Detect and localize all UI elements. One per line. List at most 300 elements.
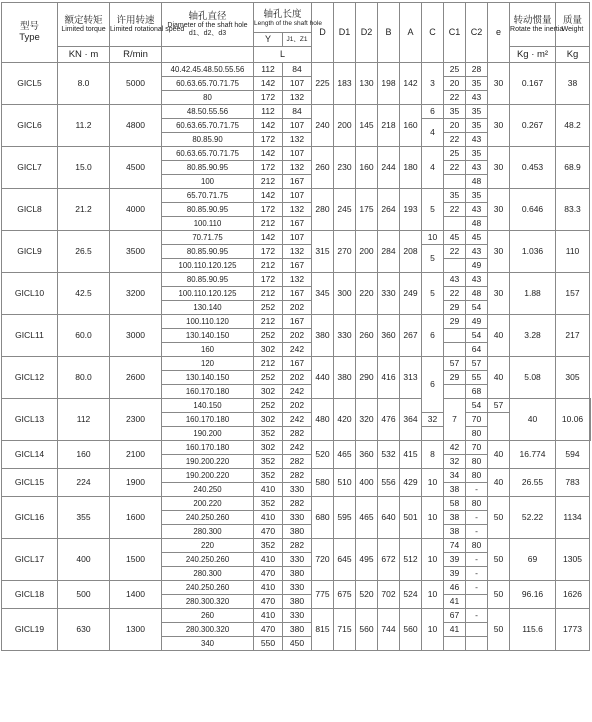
table-row (2, 441, 591, 455)
speed-value: 5000 (110, 63, 162, 105)
dim-C2 (466, 595, 488, 609)
mass-value: 594 (556, 441, 590, 469)
length-y: 112 (254, 63, 283, 77)
shaft-diameter: 240.250.260 (162, 511, 254, 525)
shaft-diameter: 160.170.180 (162, 385, 254, 399)
table-row (2, 105, 591, 119)
dim-D1: 465 (334, 441, 356, 469)
col-L: L (254, 47, 312, 63)
length-y: 212 (254, 175, 283, 189)
length-j1z1: 167 (283, 287, 312, 301)
dim-A: 524 (400, 581, 422, 609)
length-y: 212 (254, 315, 283, 329)
dim-C2: 64 (466, 343, 488, 357)
length-j1z1: 380 (283, 623, 312, 637)
inertia-value: 52.22 (510, 497, 556, 539)
dim-C1: 46 (444, 581, 466, 595)
table-row (2, 609, 591, 623)
dim-C2: - (466, 483, 488, 497)
dim-C2: 57 (488, 399, 510, 413)
dim-B: 330 (378, 273, 400, 315)
dim-C2: 43 (466, 161, 488, 175)
dim-C: 6 (422, 105, 444, 119)
dim-D2: 160 (356, 147, 378, 189)
dim-C2: 43 (466, 203, 488, 217)
dim-C2: - (466, 609, 488, 623)
mass-value: 110 (556, 231, 590, 273)
dim-C1: 20 (444, 119, 466, 133)
length-j1z1: 167 (283, 315, 312, 329)
model-type: GICL7 (2, 147, 58, 189)
dim-e: 50 (488, 581, 510, 609)
dim-e: 30 (488, 189, 510, 231)
dim-A: 501 (400, 497, 422, 539)
dim-C: 10 (422, 469, 444, 497)
col-e: e (488, 3, 510, 63)
length-y: 470 (254, 525, 283, 539)
type-header: 型号 Type (2, 3, 58, 63)
torque-value: 112 (58, 399, 110, 441)
dim-C2: 43 (466, 245, 488, 259)
dim-e: 40 (488, 357, 510, 399)
dim-C1: 32 (444, 455, 466, 469)
length-j1z1: 282 (283, 427, 312, 441)
dim-D1: 330 (334, 315, 356, 357)
shaft-diameter: 60.63.65.70.71.75 (162, 119, 254, 133)
dim-D: 580 (312, 469, 334, 497)
dim-C2: 80 (466, 497, 488, 511)
dim-C: 5 (422, 245, 444, 273)
dim-D: 260 (312, 147, 334, 189)
length-y: 302 (254, 441, 283, 455)
dim-D2: 360 (356, 441, 378, 469)
col-D1: D1 (334, 3, 356, 63)
dim-C2: 28 (466, 63, 488, 77)
length-y: 410 (254, 511, 283, 525)
length-y: 302 (254, 343, 283, 357)
torque-value: 80.0 (58, 357, 110, 399)
dim-C1: 39 (444, 567, 466, 581)
shaft-diameter: 280.300.320 (162, 623, 254, 637)
length-j1z1: 242 (283, 343, 312, 357)
dim-C: 10 (422, 231, 444, 245)
speed-value: 1900 (110, 469, 162, 497)
shaft-diameter: 130.140.150 (162, 329, 254, 343)
mass-value: 157 (556, 273, 590, 315)
dim-C1: 22 (444, 245, 466, 259)
dim-B: 198 (378, 63, 400, 105)
torque-value: 400 (58, 539, 110, 581)
inertia-value: 0.267 (510, 105, 556, 147)
length-y: 410 (254, 553, 283, 567)
dim-C2: 80 (466, 539, 488, 553)
length-j1z1: 167 (283, 217, 312, 231)
dim-C1 (422, 427, 444, 441)
length-j1z1: 282 (283, 469, 312, 483)
dim-B: 556 (378, 469, 400, 497)
dim-C2: 54 (466, 329, 488, 343)
speed-value: 1400 (110, 581, 162, 609)
col-J1Z1: J1、Z1 (283, 33, 312, 47)
length-y: 172 (254, 273, 283, 287)
torque-value: 500 (58, 581, 110, 609)
dim-C: 3 (422, 63, 444, 105)
length-y: 410 (254, 609, 283, 623)
mass-header: 质量 Weight (556, 3, 590, 47)
shaft-diameter: 240.250.260 (162, 553, 254, 567)
model-type: GICL11 (2, 315, 58, 357)
torque-value: 355 (58, 497, 110, 539)
speed-value: 3500 (110, 231, 162, 273)
dim-D: 380 (312, 315, 334, 357)
col-C1: C1 (444, 3, 466, 63)
coupling-spec-table (1, 2, 591, 651)
length-j1z1: 202 (283, 371, 312, 385)
length-j1z1: 202 (283, 329, 312, 343)
dim-A: 193 (400, 189, 422, 231)
length-j1z1: 202 (283, 301, 312, 315)
shaft-diameter: 100 (162, 175, 254, 189)
dim-A: 142 (400, 63, 422, 105)
shaft-diameter: 80.85.90.95 (162, 245, 254, 259)
length-y: 172 (254, 91, 283, 105)
length-j1z1: 132 (283, 273, 312, 287)
dim-B: 284 (378, 231, 400, 273)
dim-C2: - (466, 525, 488, 539)
dim-B: 360 (378, 315, 400, 357)
dim-A: 415 (400, 441, 422, 469)
mass-value: 783 (556, 469, 590, 497)
dim-C1: 45 (444, 231, 466, 245)
inertia-value: 115.6 (510, 609, 556, 651)
dim-C1: 54 (466, 399, 488, 413)
inertia-value: 96.16 (510, 581, 556, 609)
model-type: GICL15 (2, 469, 58, 497)
length-j1z1: 330 (283, 609, 312, 623)
dim-D: 345 (312, 273, 334, 315)
dim-e: 50 (488, 497, 510, 539)
dim-C: 10 (422, 609, 444, 651)
dim-D1: 200 (334, 105, 356, 147)
inertia-value: 69 (510, 539, 556, 581)
shaft-diameter: 160.170.180 (162, 441, 254, 455)
length-j1z1: 242 (283, 413, 312, 427)
dim-C2: 55 (466, 371, 488, 385)
length-j1z1: 132 (283, 133, 312, 147)
shaft-diameter: 100.110 (162, 217, 254, 231)
dim-e: 30 (488, 147, 510, 189)
dim-B: 264 (378, 189, 400, 231)
length-y: 212 (254, 287, 283, 301)
mass-value (590, 399, 591, 441)
dim-C1: 42 (444, 441, 466, 455)
dim-D1: 675 (334, 581, 356, 609)
dim-D1: 595 (334, 497, 356, 539)
length-y: 142 (254, 147, 283, 161)
shaft-diameter: 220 (162, 539, 254, 553)
model-type: GICL8 (2, 189, 58, 231)
dim-C2: 80 (466, 469, 488, 483)
dim-C2: 48 (466, 175, 488, 189)
shaft-diameter: 100.110.120.125 (162, 259, 254, 273)
length-j1z1: 167 (283, 357, 312, 371)
dim-C1: 35 (444, 189, 466, 203)
dim-e: 40 (488, 469, 510, 497)
dim-D: 225 (312, 63, 334, 105)
length-y: 470 (254, 595, 283, 609)
shaft-diameter: 70.71.75 (162, 231, 254, 245)
speed-value: 1500 (110, 539, 162, 581)
length-j1z1: 450 (283, 637, 312, 651)
speed-header: 许用转速 Limited rotational speed (110, 3, 162, 47)
length-j1z1: 107 (283, 147, 312, 161)
dim-D: 680 (312, 497, 334, 539)
dim-C1 (444, 329, 466, 343)
dim-C: 7 (444, 399, 466, 441)
dim-A: 560 (400, 609, 422, 651)
torque-value: 11.2 (58, 105, 110, 147)
dim-e: 50 (488, 539, 510, 581)
col-B: B (378, 3, 400, 63)
dim-C1: 74 (444, 539, 466, 553)
col-C2: C2 (466, 3, 488, 63)
torque-value: 8.0 (58, 63, 110, 105)
length-y: 410 (254, 581, 283, 595)
model-type: GICL12 (2, 357, 58, 399)
dim-C2 (466, 637, 488, 651)
dim-D: 440 (312, 357, 334, 399)
dim-C1: 43 (444, 273, 466, 287)
dim-D2: 200 (356, 231, 378, 273)
mass-value: 1134 (556, 497, 590, 539)
length-y: 352 (254, 539, 283, 553)
torque-value: 21.2 (58, 189, 110, 231)
dim-C: 4 (422, 119, 444, 147)
shaft-diameter: 160 (162, 343, 254, 357)
torque-value: 630 (58, 609, 110, 651)
dim-C2: 80 (466, 427, 488, 441)
length-header: 轴孔长度 Length of the shaft hole (254, 3, 312, 33)
dim-C2: 35 (466, 147, 488, 161)
length-y: 302 (254, 413, 283, 427)
dim-C2: 49 (466, 259, 488, 273)
col-A: A (400, 3, 422, 63)
shaft-diameter: 40.42.45.48.50.55.56 (162, 63, 254, 77)
mass-value: 1305 (556, 539, 590, 581)
speed-value: 3200 (110, 273, 162, 315)
dim-D2: 520 (356, 581, 378, 609)
dim-D2: 320 (356, 399, 378, 441)
dim-D: 775 (312, 581, 334, 609)
model-type: GICL14 (2, 441, 58, 469)
dim-e: 40 (510, 399, 556, 441)
shaft-diameter: 130.140.150 (162, 371, 254, 385)
dim-C2: 48 (466, 287, 488, 301)
dim-C1 (444, 343, 466, 357)
shaft-diameter: 80 (162, 91, 254, 105)
length-j1z1: 380 (283, 567, 312, 581)
length-j1z1: 132 (283, 91, 312, 105)
dim-C2: 70 (466, 413, 488, 427)
shaft-diameter: 200.220 (162, 497, 254, 511)
dim-B: 702 (378, 581, 400, 609)
length-j1z1: 330 (283, 553, 312, 567)
dim-D1: 183 (334, 63, 356, 105)
length-j1z1: 380 (283, 595, 312, 609)
shaft-diameter: 260 (162, 609, 254, 623)
mass-value: 217 (556, 315, 590, 357)
shaft-diameter: 80.85.90.95 (162, 273, 254, 287)
dim-e: 30 (488, 231, 510, 273)
dim-B: 744 (378, 609, 400, 651)
dim-C: 10 (422, 539, 444, 581)
length-j1z1: 107 (283, 77, 312, 91)
length-y: 142 (254, 77, 283, 91)
dim-C1: 29 (444, 301, 466, 315)
dim-C2: - (466, 567, 488, 581)
dim-A: 364 (400, 399, 422, 441)
shaft-diameter: 80.85.90 (162, 133, 254, 147)
dim-D1: 245 (334, 189, 356, 231)
table-row (2, 497, 591, 511)
speed-value: 1600 (110, 497, 162, 539)
table-row (2, 147, 591, 161)
dim-B: 672 (378, 539, 400, 581)
shaft-diameter: 100.110.120 (162, 315, 254, 329)
model-type: GICL6 (2, 105, 58, 147)
table-row (2, 231, 591, 245)
dim-C2: 35 (466, 189, 488, 203)
speed-value: 4500 (110, 147, 162, 189)
torque-value: 42.5 (58, 273, 110, 315)
dim-C: 8 (422, 441, 444, 469)
dim-B: 416 (378, 357, 400, 399)
dim-C2: 35 (466, 119, 488, 133)
mass-value: 68.9 (556, 147, 590, 189)
diameter-header: 轴孔直径 Diameter of the shaft hole d1、d2、d3 (162, 3, 254, 47)
dim-D: 280 (312, 189, 334, 231)
dim-D2: 495 (356, 539, 378, 581)
dim-C2: 43 (466, 91, 488, 105)
dim-C1: 25 (444, 147, 466, 161)
dim-C2: 68 (466, 385, 488, 399)
length-y: 352 (254, 455, 283, 469)
length-j1z1: 107 (283, 119, 312, 133)
dim-C2: 48 (466, 217, 488, 231)
dim-A: 429 (400, 469, 422, 497)
length-y: 172 (254, 245, 283, 259)
dim-D2: 130 (356, 63, 378, 105)
dim-D: 720 (312, 539, 334, 581)
length-y: 172 (254, 203, 283, 217)
dim-D2: 260 (356, 315, 378, 357)
length-j1z1: 84 (283, 105, 312, 119)
length-y: 142 (254, 189, 283, 203)
dim-D: 520 (312, 441, 334, 469)
dim-D2: 290 (356, 357, 378, 399)
length-j1z1: 202 (283, 399, 312, 413)
dim-C1: 39 (444, 553, 466, 567)
torque-header: 额定转矩 Limited torque (58, 3, 110, 47)
shaft-diameter: 280.300 (162, 567, 254, 581)
mass-value: 1773 (556, 609, 590, 651)
dim-C1: 41 (444, 595, 466, 609)
dim-C2: - (466, 581, 488, 595)
inertia-value: 10.06 (556, 399, 590, 441)
dim-C1: 29 (444, 371, 466, 385)
dim-C1 (444, 385, 466, 399)
dim-C1: 35 (444, 105, 466, 119)
dim-C1 (444, 217, 466, 231)
inertia-value: 5.08 (510, 357, 556, 399)
model-type: GICL5 (2, 63, 58, 105)
length-y: 352 (254, 469, 283, 483)
dim-D: 815 (312, 609, 334, 651)
dim-A: 512 (400, 539, 422, 581)
dim-C: 6 (422, 357, 444, 413)
dim-C1: 57 (444, 357, 466, 371)
shaft-diameter: 100.110.120.125 (162, 287, 254, 301)
dim-C: 5 (422, 273, 444, 315)
dim-D2: 220 (356, 273, 378, 315)
mass-value: 1626 (556, 581, 590, 609)
length-y: 112 (254, 105, 283, 119)
dim-C2: 35 (466, 105, 488, 119)
shaft-diameter: 140.150 (162, 399, 254, 413)
dim-C: 10 (422, 581, 444, 609)
dim-C2: 35 (466, 77, 488, 91)
model-type: GICL10 (2, 273, 58, 315)
dim-A: 249 (400, 273, 422, 315)
shaft-diameter: 160.170.180 (162, 413, 254, 427)
shaft-diameter: 190.200.220 (162, 469, 254, 483)
torque-unit: KN · m (58, 47, 110, 63)
dim-B: 244 (378, 147, 400, 189)
speed-value: 4800 (110, 105, 162, 147)
dim-C2: 57 (466, 357, 488, 371)
length-y: 142 (254, 231, 283, 245)
dim-C1 (444, 175, 466, 189)
shaft-diameter: 340 (162, 637, 254, 651)
dim-C1: 67 (444, 609, 466, 623)
dim-D2: 175 (356, 189, 378, 231)
shaft-diameter: 240.250 (162, 483, 254, 497)
length-y: 410 (254, 483, 283, 497)
dim-D1: 510 (334, 469, 356, 497)
dim-e: 50 (488, 609, 510, 651)
dim-C: 4 (422, 147, 444, 189)
length-j1z1: 107 (283, 189, 312, 203)
dim-C2: - (466, 511, 488, 525)
dim-C1: 22 (444, 203, 466, 217)
length-y: 172 (254, 161, 283, 175)
dim-A: 267 (400, 315, 422, 357)
shaft-diameter: 48.50.55.56 (162, 105, 254, 119)
table-header (2, 3, 591, 63)
length-y: 252 (254, 371, 283, 385)
dim-C: 6 (422, 315, 444, 357)
dim-D2: 560 (356, 609, 378, 651)
dim-D1: 380 (334, 357, 356, 399)
speed-value: 4000 (110, 189, 162, 231)
length-y: 252 (254, 399, 283, 413)
table-row (2, 315, 591, 329)
dim-C1: 22 (444, 287, 466, 301)
mass-value: 38 (556, 63, 590, 105)
shaft-diameter: 80.85.90.95 (162, 161, 254, 175)
length-j1z1: 330 (283, 511, 312, 525)
dim-C1 (444, 637, 466, 651)
